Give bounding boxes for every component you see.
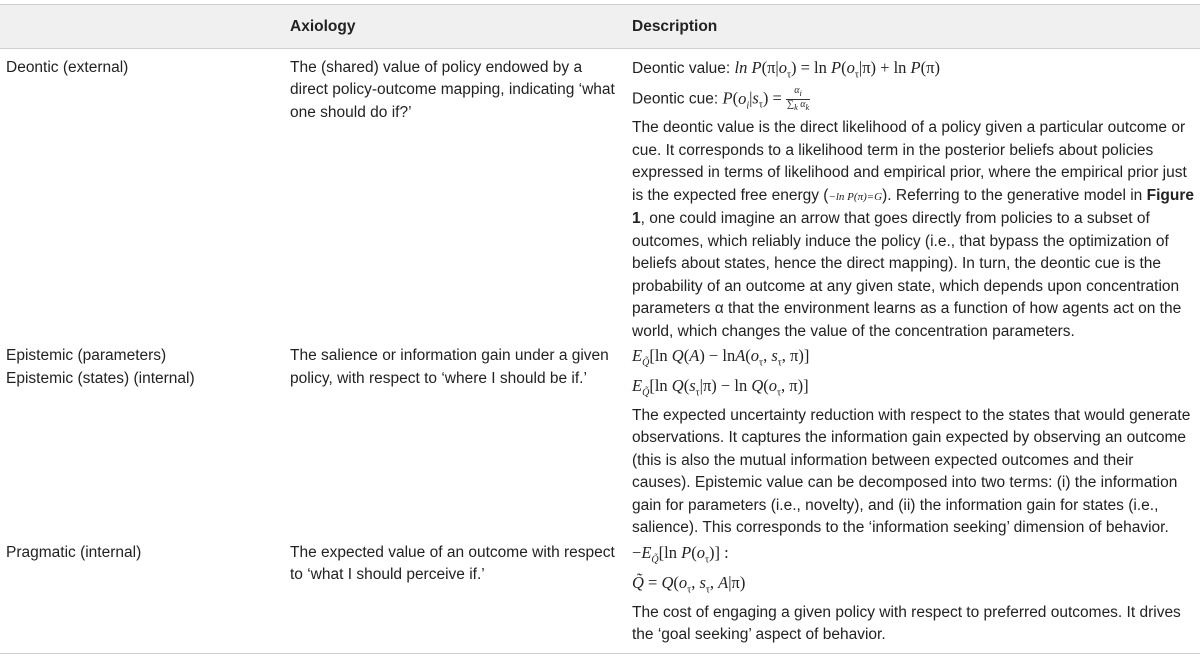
table-row — [0, 343, 1200, 540]
pragmatic-description: The cost of engaging a given policy with respect to preferred outcomes. It drives the ‘goal seeking’ aspect of behavior. — [632, 603, 1181, 644]
epistemic-states-formula: $E_{Q̃}[\ln$ $Q(s_\tau|\pi) - \ln Q(o_\tau$, π)] — [632, 376, 809, 399]
row-name-cell — [0, 48, 284, 343]
description-text: , one could imagine an arrow that goes directly from policies to a subset of outcomes, which reliably induce the policy (i.e., that bypass the optimization of beliefs about states, hence the direct mapping). In turn, the deontic cue is the probability of an outcome at any given state, which depends upon concentration parameters α that the environment learns as a function of how agents act on the world, which changes the value of the concentration parameters. — [632, 210, 1182, 340]
formula-label: Deontic cue: — [632, 90, 723, 108]
description-text: ). Referring to the generative model in — [882, 186, 1147, 204]
description-text: The deontic value is the direct likelihood of a policy given a particular outcome or cue. It corresponds to a likelihood term in the posterior beliefs about policies expressed in terms of likelihood and empirical prior, where the empirical prior just is the expected free energy ( — [632, 119, 1187, 204]
epistemic-description: The expected uncertainty reduction with respect to the states that would generate observations. It captures the information gain expected by observing an outcome (this is also the mutual information between expected outcomes and their causes). Epistemic value can be decomposed into two terms: (i) the information gain for parameters (i.e., novelty), and (ii) the information gain for states (i.e., salience). This corresponds to the ‘information seeking’ dimension of behavior. — [632, 406, 1191, 537]
table-row — [0, 540, 1200, 653]
deontic-description — [632, 117, 1194, 343]
row-name: Epistemic (states) (internal) — [6, 369, 195, 387]
inline-formula: −ln P(π)=G — [828, 190, 883, 203]
description-cell — [626, 343, 1200, 540]
header-description: Description — [626, 5, 1200, 49]
formula-label: Deontic value: — [632, 59, 735, 77]
deontic-cue-formula: Deontic cue: $P(o_i|s_\tau)$ = $\frac{\alpha_i}{\sum_k \alpha_k}$ — [632, 85, 810, 113]
description-cell — [626, 48, 1200, 343]
axiology-cell: The (shared) value of policy endowed by a direct policy-outcome mapping, indicating ‘what one should do if?’ — [290, 58, 615, 121]
row-name-cell — [0, 540, 284, 653]
table-row — [0, 48, 1200, 343]
deontic-value-formula: Deontic value: $\ln P(\pi|o_\tau) = \ln P(o_\tau|\pi) + \ln P(\pi)$ — [632, 57, 940, 80]
header-row — [0, 5, 1200, 49]
row-name: Epistemic (parameters) — [6, 347, 167, 365]
description-cell — [626, 540, 1200, 653]
figure-link[interactable]: Figure 1 — [632, 186, 1194, 228]
row-name: Deontic (external) — [6, 58, 129, 76]
axiology-cell: The expected value of an outcome with respect to ‘what I should perceive if.’ — [284, 540, 626, 653]
row-name-cell — [0, 343, 284, 540]
header-name — [0, 5, 284, 49]
axiology-cell: The salience or information gain under a given policy, with respect to ‘where I should be if.’ — [290, 347, 609, 387]
pragmatic-formula: $-E_{Q̃}[\ln$ $P(o_\tau)$] : — [632, 542, 729, 566]
q-tilde-formula: Q̃ = $Q(o_\tau$, $s_\tau$, A|π) — [632, 572, 746, 596]
axiology-table — [0, 4, 1200, 654]
fraction: $\frac{\alpha_i}{\sum_k \alpha_k}$ — [786, 85, 810, 113]
header-axiology: Axiology — [284, 5, 626, 49]
epistemic-parameters-formula: $E_{Q̃}[\ln$ $Q(A) - \ln A(o_\tau$, $s_\tau$, π)] — [632, 346, 810, 369]
row-name: Pragmatic (internal) — [6, 543, 142, 561]
